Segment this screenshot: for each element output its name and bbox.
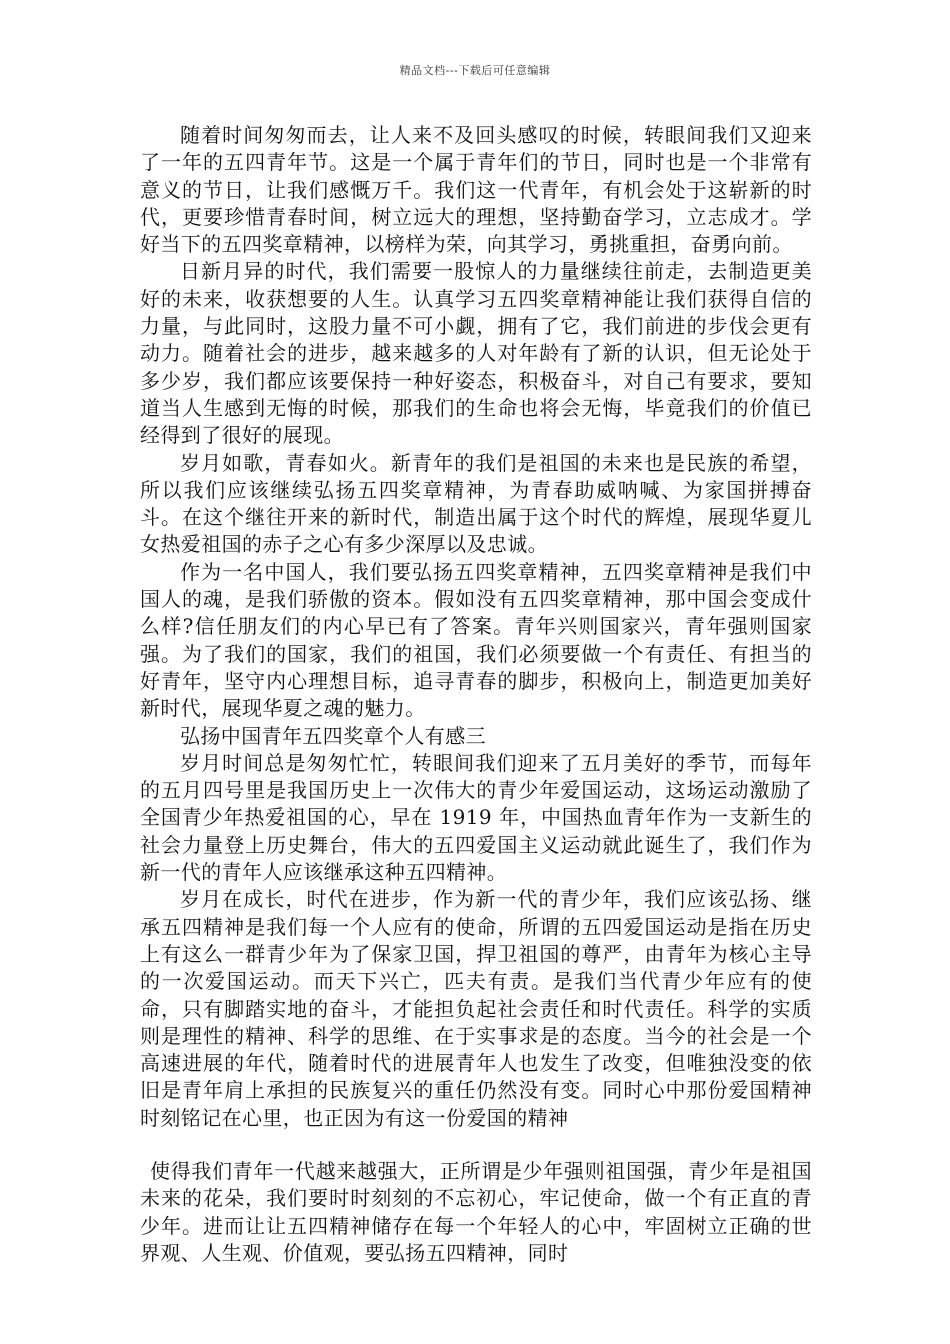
paragraph-3: 岁月如歌，青春如火。新青年的我们是祖国的未来也是民族的希望，所以我们应该继续弘扬五四奖章精神，为青春助威呐喊、为家国拼搏奋斗。在这个继往开来的新时代，制造出属于这个时代的辉煌，展现华夏儿女热爱祖国的赤子之心有多少深厚以及忠诚。: [140, 450, 812, 557]
paragraph-4: 作为一名中国人，我们要弘扬五四奖章精神，五四奖章精神是我们中国人的魂，是我们骄傲的资本。假如没有五四奖章精神，那中国会变成什么样?信任朋友们的内心早已有了答案。青年兴则国家兴，青年强则国家强。为了我们的国家，我们的祖国，我们必须要做一个有责任、有担当的好青年，坚守内心理想目标，追寻青春的脚步，积极向上，制造更加美好新时代，展现华夏之魂的魅力。: [140, 559, 812, 721]
page-header: 精品文档---下载后可任意编辑: [399, 64, 551, 77]
paragraph-6: 岁月在成长，时代在进步，作为新一代的青少年，我们应该弘扬、继承五四精神是我们每一个人应有的使命，所谓的五四爱国运动是指在历史上有这么一群青少年为了保家卫国，捍卫祖国的尊严，由青年为核心主导的一次爱国运动。而天下兴亡，匹夫有责。是我们当代青少年应有的使命，只有脚踏实地的奋斗，才能担负起社会责任和时代责任。科学的实质则是理性的精神、科学的思维、在于实事求是的态度。当今的社会是一个高速进展的年代，随着时代的进展青年人也发生了改变，但唯独没变的依旧是青年肩上承担的民族复兴的重任仍然没有变。同时心中那份爱国精神时刻铭记在心里，也正因为有这一份爱国的精神: [140, 887, 812, 1130]
paragraph-5: 岁月时间总是匆匆忙忙，转眼间我们迎来了五月美好的季节，而每年的五月四号里是我国历史上一次伟大的青少年爱国运动，这场运动激励了全国青少年热爱祖国的心，早在 1919 年，中国热血青年作为一支新生的社会力量登上历史舞台，伟大的五四爱国主义运动就此诞生了，我们作为新一代的青年人应该继承这种五四精神。: [140, 750, 812, 885]
paragraph-7: 使得我们青年一代越来越强大，正所谓是少年强则祖国强，青少年是祖国未来的花朵，我们要时时刻刻的不忘初心，牢记使命，做一个有正直的青少年。进而让让五四精神储存在每一个年轻人的心中，牢固树立正确的世界观、人生观、价值观，要弘扬五四精神，同时: [140, 1158, 812, 1265]
paragraph-1: 随着时间匆匆而去，让人来不及回头感叹的时候，转眼间我们又迎来了一年的五四青年节。这是一个属于青年们的节日，同时也是一个非常有意义的节日，让我们感慨万千。我们这一代青年，有机会处于这崭新的时代，更要珍惜青春时间，树立远大的理想，坚持勤奋学习，立志成才。学好当下的五四奖章精神，以榜样为荣，向其学习，勇挑重担，奋勇向前。: [140, 123, 812, 257]
paragraph-2: 日新月异的时代，我们需要一股惊人的力量继续往前走，去制造更美好的未来，收获想要的人生。认真学习五四奖章精神能让我们获得自信的力量，与此同时，这股力量不可小觑，拥有了它，我们前进的步伐会更有动力。随着社会的进步，越来越多的人对年龄有了新的认识，但无论处于多少岁，我们都应该要保持一种好姿态，积极奋斗，对自己有要求，要知道当人生感到无悔的时候，那我们的生命也将会无悔，毕竟我们的价值已经得到了很好的展现。: [140, 259, 812, 448]
document-body: [140, 122, 812, 1267]
section-heading: 弘扬中国青年五四奖章个人有感三: [180, 723, 486, 748]
